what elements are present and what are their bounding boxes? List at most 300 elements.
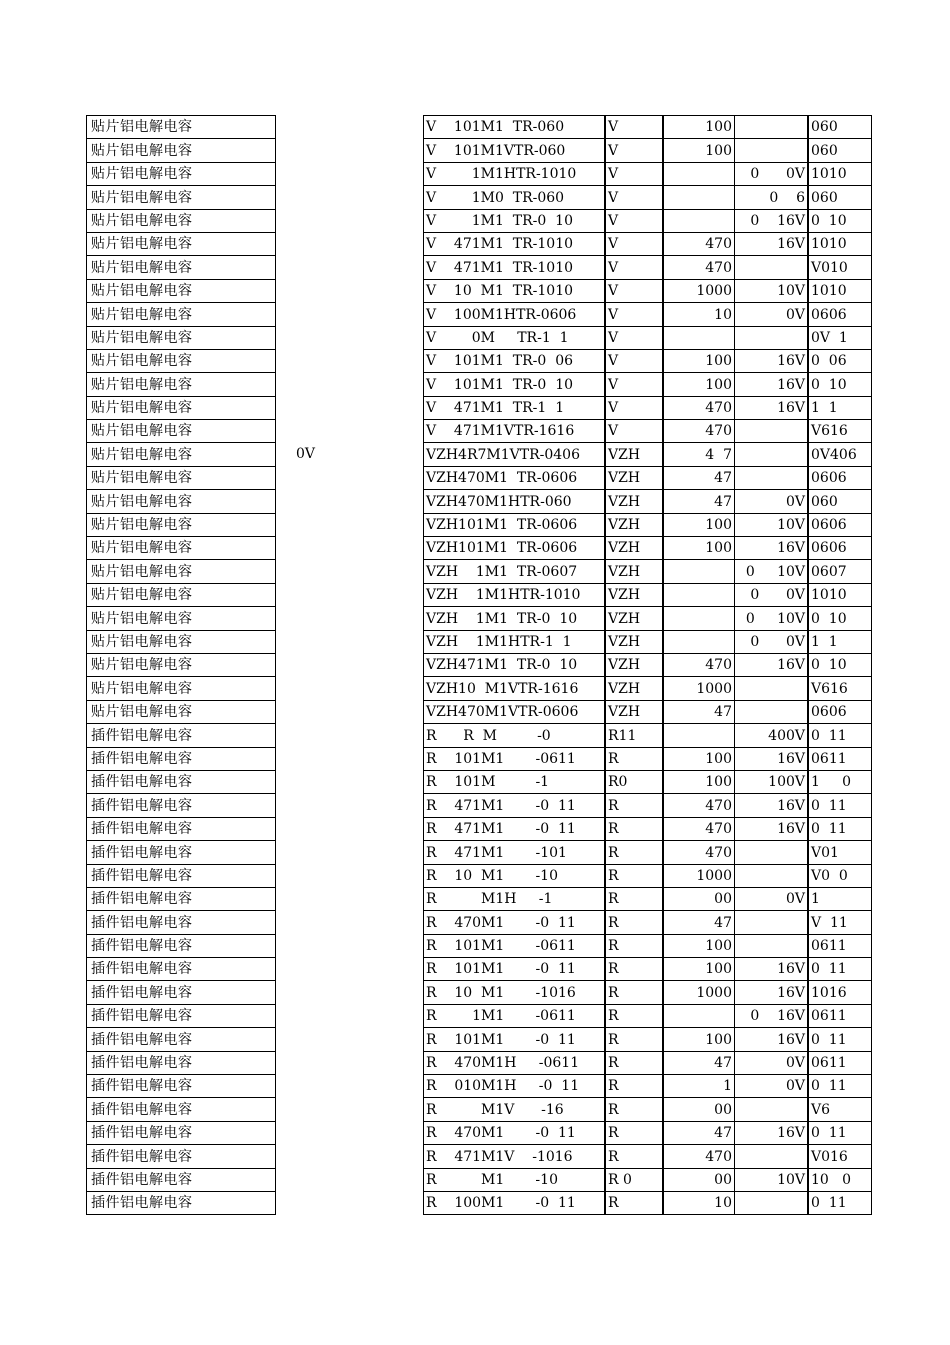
model-cell: R 10 M1 -10 [424, 864, 606, 887]
type-cell: 贴片铝电解电容 [87, 630, 276, 653]
type-cell: 贴片铝电解电容 [87, 162, 276, 185]
size-cell: 0V 1 [808, 326, 872, 349]
capacitance-cell: 100 [663, 770, 735, 793]
capacitance-cell [663, 209, 735, 232]
table-row [87, 560, 276, 583]
size-cell: 0 11 [808, 794, 872, 817]
table-row [87, 490, 276, 513]
table-row [424, 981, 872, 1004]
capacitance-cell: 47 [663, 700, 735, 723]
model-cell: V 0M TR-1 1 [424, 326, 606, 349]
series-cell: R [605, 1051, 663, 1074]
voltage-cell: 16V [735, 1028, 809, 1051]
size-cell: 0 11 [808, 1191, 872, 1214]
size-cell: V0 0 [808, 864, 872, 887]
series-cell: V [605, 232, 663, 255]
type-cell: 贴片铝电解电容 [87, 209, 276, 232]
table-row [87, 466, 276, 489]
table-row [87, 1004, 276, 1027]
table-row [87, 116, 276, 139]
model-cell: R M1V -16 [424, 1098, 606, 1121]
capacitance-cell: 100 [663, 1028, 735, 1051]
model-cell: V 101M1 TR-060 [424, 116, 606, 139]
capacitance-cell: 47 [663, 1121, 735, 1144]
size-cell: V616 [808, 677, 872, 700]
table-row [424, 1004, 872, 1027]
voltage-cell: 0 10V [735, 607, 809, 630]
series-cell: V [605, 303, 663, 326]
series-cell: V [605, 420, 663, 443]
model-cell: R 101M1 -0611 [424, 747, 606, 770]
model-cell: R 010M1H -0 11 [424, 1075, 606, 1098]
table-row [424, 1191, 872, 1214]
size-cell: 0606 [808, 466, 872, 489]
size-cell: 1 0 [808, 770, 872, 793]
capacitance-cell: 470 [663, 841, 735, 864]
table-row [87, 630, 276, 653]
table-row [87, 653, 276, 676]
size-cell: 1010 [808, 583, 872, 606]
model-cell: R 1M1 -0611 [424, 1004, 606, 1027]
type-cell: 插件铝电解电容 [87, 1098, 276, 1121]
size-cell: 1 1 [808, 630, 872, 653]
model-cell: V 471M1 TR-1010 [424, 232, 606, 255]
table-row [87, 607, 276, 630]
table-row [424, 279, 872, 302]
capacitance-cell: 100 [663, 139, 735, 162]
model-cell: VZH 1M1 TR-0 10 [424, 607, 606, 630]
table-row [424, 186, 872, 209]
table-row [424, 490, 872, 513]
type-cell: 贴片铝电解电容 [87, 326, 276, 349]
type-column-table [86, 115, 276, 1215]
series-cell: V [605, 139, 663, 162]
table-row [87, 162, 276, 185]
size-cell: 0607 [808, 560, 872, 583]
type-cell: 贴片铝电解电容 [87, 303, 276, 326]
capacitance-cell [663, 560, 735, 583]
table-row [87, 373, 276, 396]
type-cell: 贴片铝电解电容 [87, 443, 276, 466]
type-cell: 插件铝电解电容 [87, 724, 276, 747]
size-cell: 0611 [808, 1004, 872, 1027]
size-cell: 0 11 [808, 958, 872, 981]
model-cell: V 10 M1 TR-1010 [424, 279, 606, 302]
model-cell: V 471M1 TR-1010 [424, 256, 606, 279]
model-cell: V 101M1 TR-0 10 [424, 373, 606, 396]
model-cell: R 101M1 -0 11 [424, 1028, 606, 1051]
voltage-cell [735, 841, 809, 864]
capacitance-cell: 1000 [663, 981, 735, 1004]
voltage-cell [735, 139, 809, 162]
capacitance-cell [663, 630, 735, 653]
voltage-cell [735, 1098, 809, 1121]
table-row [424, 841, 872, 864]
series-cell: R [605, 887, 663, 910]
series-cell: VZH [605, 466, 663, 489]
size-cell: 0606 [808, 303, 872, 326]
table-row [87, 139, 276, 162]
size-cell: 0 11 [808, 724, 872, 747]
voltage-cell: 16V [735, 1121, 809, 1144]
capacitance-cell: 1000 [663, 677, 735, 700]
table-row [87, 770, 276, 793]
table-row [87, 1098, 276, 1121]
table-row [424, 256, 872, 279]
table-row [87, 724, 276, 747]
model-cell: R 471M1 -101 [424, 841, 606, 864]
capacitance-cell: 47 [663, 466, 735, 489]
voltage-cell: 16V [735, 349, 809, 372]
series-cell: R [605, 981, 663, 1004]
type-cell: 插件铝电解电容 [87, 958, 276, 981]
model-cell: V 100M1HTR-0606 [424, 303, 606, 326]
table-row [87, 1075, 276, 1098]
model-cell: R 471M1V -1016 [424, 1145, 606, 1168]
series-cell: VZH [605, 513, 663, 536]
type-cell: 贴片铝电解电容 [87, 349, 276, 372]
model-cell: R 470M1 -0 11 [424, 1121, 606, 1144]
model-cell: R R M -0 [424, 724, 606, 747]
type-cell: 贴片铝电解电容 [87, 232, 276, 255]
model-cell: V 1M1HTR-1010 [424, 162, 606, 185]
capacitance-cell [663, 607, 735, 630]
voltage-cell: 0 0V [735, 583, 809, 606]
series-cell: VZH [605, 537, 663, 560]
table-row [424, 630, 872, 653]
table-row [424, 373, 872, 396]
type-cell: 插件铝电解电容 [87, 747, 276, 770]
capacitance-cell [663, 583, 735, 606]
model-spec-table [423, 115, 872, 1215]
model-cell: VZH 1M1HTR-1 1 [424, 630, 606, 653]
size-cell: 0 11 [808, 1121, 872, 1144]
size-cell: V6 [808, 1098, 872, 1121]
table-row [87, 1145, 276, 1168]
size-cell: V 11 [808, 911, 872, 934]
table-row [424, 817, 872, 840]
voltage-cell [735, 1145, 809, 1168]
series-cell: VZH [605, 490, 663, 513]
series-cell: V [605, 326, 663, 349]
voltage-cell [735, 864, 809, 887]
table-row [424, 747, 872, 770]
voltage-cell: 0 0V [735, 630, 809, 653]
table-row [424, 724, 872, 747]
model-cell: R 470M1H -0611 [424, 1051, 606, 1074]
table-row [424, 396, 872, 419]
voltage-cell: 16V [735, 817, 809, 840]
table-row [87, 583, 276, 606]
model-cell: VZH 1M1HTR-1010 [424, 583, 606, 606]
voltage-cell: 0V [735, 1051, 809, 1074]
capacitance-cell: 100 [663, 349, 735, 372]
model-cell: R 10 M1 -1016 [424, 981, 606, 1004]
type-cell: 贴片铝电解电容 [87, 186, 276, 209]
series-cell: R [605, 864, 663, 887]
model-cell: VZH470M1VTR-0606 [424, 700, 606, 723]
table-row [424, 887, 872, 910]
series-cell: VZH [605, 583, 663, 606]
voltage-cell [735, 934, 809, 957]
type-cell: 插件铝电解电容 [87, 1191, 276, 1214]
series-cell: R [605, 1145, 663, 1168]
capacitance-cell: 1000 [663, 279, 735, 302]
series-cell: V [605, 349, 663, 372]
size-cell: 1 [808, 887, 872, 910]
size-cell: 0611 [808, 934, 872, 957]
series-cell: V [605, 116, 663, 139]
type-cell: 贴片铝电解电容 [87, 700, 276, 723]
series-cell: VZH [605, 700, 663, 723]
size-cell: 0611 [808, 747, 872, 770]
model-cell: R M1 -10 [424, 1168, 606, 1191]
table-row [424, 794, 872, 817]
capacitance-cell: 100 [663, 934, 735, 957]
size-cell: 0 11 [808, 817, 872, 840]
capacitance-cell [663, 186, 735, 209]
voltage-cell [735, 326, 809, 349]
voltage-cell [735, 420, 809, 443]
voltage-cell: 0V [735, 490, 809, 513]
model-cell: VZH10 M1VTR-1616 [424, 677, 606, 700]
voltage-cell: 16V [735, 396, 809, 419]
series-cell: V [605, 209, 663, 232]
table-row [87, 1121, 276, 1144]
size-cell: 1 1 [808, 396, 872, 419]
series-cell: VZH [605, 443, 663, 466]
type-cell: 贴片铝电解电容 [87, 583, 276, 606]
type-cell: 插件铝电解电容 [87, 1121, 276, 1144]
table-row [87, 817, 276, 840]
capacitance-cell: 470 [663, 1145, 735, 1168]
table-row [87, 537, 276, 560]
table-row [87, 209, 276, 232]
voltage-cell: 0 10V [735, 560, 809, 583]
size-cell: 060 [808, 116, 872, 139]
table-row [87, 326, 276, 349]
capacitance-cell: 100 [663, 537, 735, 560]
voltage-cell: 16V [735, 981, 809, 1004]
table-row [424, 560, 872, 583]
size-cell: 0 10 [808, 653, 872, 676]
series-cell: V [605, 373, 663, 396]
series-cell: R [605, 1028, 663, 1051]
table-row [424, 583, 872, 606]
model-cell: R 471M1 -0 11 [424, 817, 606, 840]
table-row [424, 677, 872, 700]
capacitance-cell: 470 [663, 794, 735, 817]
voltage-cell [735, 116, 809, 139]
table-row [87, 841, 276, 864]
capacitance-cell: 470 [663, 232, 735, 255]
voltage-cell: 16V [735, 747, 809, 770]
voltage-cell [735, 443, 809, 466]
type-cell: 贴片铝电解电容 [87, 677, 276, 700]
type-cell: 贴片铝电解电容 [87, 116, 276, 139]
size-cell: V016 [808, 1145, 872, 1168]
table-row [424, 1028, 872, 1051]
type-cell: 插件铝电解电容 [87, 1075, 276, 1098]
size-cell: 0 10 [808, 209, 872, 232]
size-cell: 0 06 [808, 349, 872, 372]
table-row [87, 958, 276, 981]
table-row [87, 1028, 276, 1051]
table-row [87, 677, 276, 700]
model-cell: V 471M1 TR-1 1 [424, 396, 606, 419]
model-cell: R 101M -1 [424, 770, 606, 793]
model-cell: V 1M1 TR-0 10 [424, 209, 606, 232]
capacitance-cell: 100 [663, 958, 735, 981]
capacitance-cell: 10 [663, 1191, 735, 1214]
series-cell: VZH [605, 653, 663, 676]
table-row [424, 116, 872, 139]
table-row [87, 232, 276, 255]
model-cell: VZH101M1 TR-0606 [424, 537, 606, 560]
voltage-cell: 0V [735, 1075, 809, 1098]
table-row [424, 209, 872, 232]
capacitance-cell: 00 [663, 887, 735, 910]
table-row [424, 162, 872, 185]
size-cell: 0606 [808, 513, 872, 536]
table-row [424, 537, 872, 560]
series-cell: R [605, 911, 663, 934]
series-cell: VZH [605, 560, 663, 583]
model-cell: R 100M1 -0 11 [424, 1191, 606, 1214]
table-row [424, 1098, 872, 1121]
voltage-cell: 0 0V [735, 162, 809, 185]
type-cell: 插件铝电解电容 [87, 794, 276, 817]
model-cell: V 101M1VTR-060 [424, 139, 606, 162]
size-cell: 060 [808, 186, 872, 209]
capacitance-cell: 47 [663, 911, 735, 934]
type-cell: 贴片铝电解电容 [87, 279, 276, 302]
voltage-cell: 0V [735, 303, 809, 326]
table-row [87, 911, 276, 934]
type-cell: 贴片铝电解电容 [87, 513, 276, 536]
series-cell: R [605, 1121, 663, 1144]
voltage-cell [735, 700, 809, 723]
table-row [87, 186, 276, 209]
capacitance-cell: 100 [663, 373, 735, 396]
table-row [87, 396, 276, 419]
table-row [424, 934, 872, 957]
type-cell: 贴片铝电解电容 [87, 420, 276, 443]
capacitance-cell: 470 [663, 396, 735, 419]
table-row [87, 1051, 276, 1074]
size-cell: 0V406 [808, 443, 872, 466]
capacitance-cell: 47 [663, 490, 735, 513]
table-row [424, 770, 872, 793]
type-cell: 贴片铝电解电容 [87, 653, 276, 676]
table-row [424, 1145, 872, 1168]
model-cell: VZH471M1 TR-0 10 [424, 653, 606, 676]
series-cell: R [605, 1191, 663, 1214]
table-row [87, 887, 276, 910]
table-row [424, 1051, 872, 1074]
table-row [424, 1121, 872, 1144]
voltage-cell: 0V [735, 887, 809, 910]
size-cell: 0606 [808, 537, 872, 560]
series-cell: R0 [605, 770, 663, 793]
size-cell: 0611 [808, 1051, 872, 1074]
table-row [424, 1168, 872, 1191]
table-row [87, 303, 276, 326]
table-row [424, 958, 872, 981]
voltage-cell: 0 6 [735, 186, 809, 209]
voltage-cell: 10V [735, 513, 809, 536]
table-row [424, 607, 872, 630]
size-cell: 0 11 [808, 1075, 872, 1098]
size-cell: V01 [808, 841, 872, 864]
type-cell: 贴片铝电解电容 [87, 373, 276, 396]
series-cell: V [605, 162, 663, 185]
size-cell: 0606 [808, 700, 872, 723]
type-cell: 插件铝电解电容 [87, 1028, 276, 1051]
capacitance-cell [663, 162, 735, 185]
model-cell: VZH4R7M1VTR-0406 [424, 443, 606, 466]
voltage-cell: 16V [735, 232, 809, 255]
type-cell: 贴片铝电解电容 [87, 537, 276, 560]
model-cell: VZH 1M1 TR-0607 [424, 560, 606, 583]
table-row [424, 864, 872, 887]
voltage-cell [735, 1191, 809, 1214]
series-cell: R [605, 747, 663, 770]
type-cell: 贴片铝电解电容 [87, 466, 276, 489]
capacitance-cell: 10 [663, 303, 735, 326]
size-cell: 1010 [808, 232, 872, 255]
table-row [424, 139, 872, 162]
size-cell: 060 [808, 139, 872, 162]
series-cell: VZH [605, 607, 663, 630]
type-column-body [87, 116, 276, 1215]
series-cell: R [605, 1004, 663, 1027]
voltage-cell [735, 677, 809, 700]
model-spec-body [424, 116, 872, 1215]
table-row [424, 700, 872, 723]
series-cell: R [605, 934, 663, 957]
voltage-cell: 16V [735, 794, 809, 817]
table-row [424, 443, 872, 466]
table-row [424, 911, 872, 934]
table-row [87, 443, 276, 466]
table-row [424, 326, 872, 349]
voltage-cell: 16V [735, 373, 809, 396]
type-cell: 贴片铝电解电容 [87, 607, 276, 630]
table-row [424, 1075, 872, 1098]
series-cell: R [605, 958, 663, 981]
table-row [87, 700, 276, 723]
table-row [424, 349, 872, 372]
voltage-cell: 16V [735, 958, 809, 981]
table-row [87, 420, 276, 443]
size-cell: 0 10 [808, 607, 872, 630]
type-cell: 插件铝电解电容 [87, 770, 276, 793]
series-cell: R11 [605, 724, 663, 747]
series-cell: V [605, 186, 663, 209]
model-cell: R 471M1 -0 11 [424, 794, 606, 817]
voltage-cell [735, 256, 809, 279]
series-cell: VZH [605, 630, 663, 653]
stray-cell-text: 0V [296, 446, 316, 462]
table-row [87, 513, 276, 536]
type-cell: 插件铝电解电容 [87, 1004, 276, 1027]
voltage-cell: 10V [735, 1168, 809, 1191]
capacitance-cell: 47 [663, 1051, 735, 1074]
capacitance-cell: 00 [663, 1168, 735, 1191]
model-cell: R 101M1 -0611 [424, 934, 606, 957]
capacitance-cell: 1000 [663, 864, 735, 887]
